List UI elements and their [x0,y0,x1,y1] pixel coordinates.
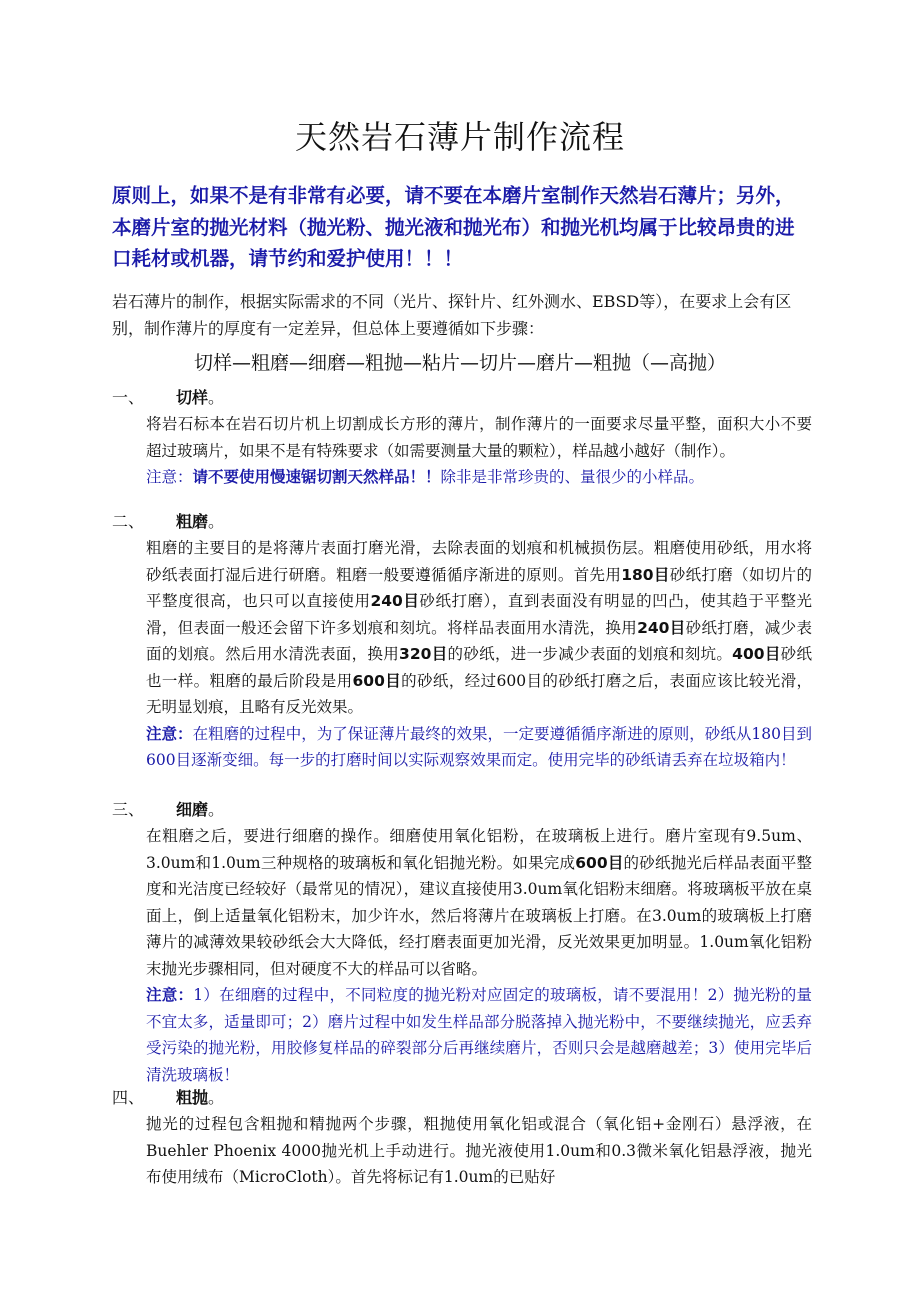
section-title-end: 。 [208,1088,225,1107]
note-label: 注意： [146,986,194,1004]
section-number: 三、 [112,800,145,819]
section-coarse-grinding [112,509,812,774]
grit-value: 240目 [370,592,420,610]
section-paragraph: 将岩石标本在岩石切片机上切割成长方形的薄片，制作薄片的一面要求尽量平整，面积大小不要超过玻璃片，如果不是有特殊要求（如需要测量大量的颗粒），样品越小越好（制作）。 [146,415,812,460]
section-paragraph: 抛光的过程包含粗抛和精抛两个步骤，粗抛使用氧化铝或混合（氧化铝+金刚石）悬浮液，在Buehler Phoenix 4000抛光机上手动进行。抛光液使用1.0um和0.3微米氧化铝悬浮液，抛光布使用绒布（MicroCloth）。首先将标记有1.0um的已贴好 [146,1115,812,1186]
text-run: 粗磨的主要目的是将薄片表面打磨光滑，去除表面的划痕和机械损伤层。粗磨使用砂纸，用水将砂纸表面打湿后进行研磨。粗磨一般要遵循循序渐进的原则。首先用 [146,539,812,584]
text-run: 的砂纸抛光后样品表面平整度和光洁度已经较好（最常见的情况），建议直接使用3.0um氧化铝粉末细磨。将玻璃板平放在桌面上，倒上适量氧化铝粉末，加少许水，然后将薄片在玻璃板上打磨。在3.0um的玻璃板上打磨薄片的减薄效果较砂纸会大大降低，经打磨表面更加光滑，反光效果更加明显。1.0um氧化铝粉末抛光步骤相同，但对硬度不大的样品可以省略。 [146,853,812,978]
section-title: 粗抛 [176,1088,209,1107]
section-cutting [112,385,812,491]
text-run: 砂纸打磨（如切片的平整度很高，也只可以直接使用 [146,565,812,610]
grit-value: 320目 [399,645,448,663]
section-note [146,464,812,491]
grit-value: 240目 [637,618,686,637]
section-note [146,721,812,774]
grit-value: 180目 [621,565,670,584]
text-run: 砂纸打磨，减少表面的划痕。然后用水清洗表面，换用 [146,618,812,663]
note-text: 在粗磨的过程中，为了保证薄片最终的效果，一定要遵循循序渐进的原则，砂纸从180目到600目逐渐变细。每一步的打磨时间以实际观察效果而定。使用完毕的砂纸请丢弃在垃圾箱内！ [146,724,812,769]
section-heading [112,509,812,535]
grit-value: 400目 [732,645,781,663]
section-title-end: 。 [208,388,225,407]
section-coarse-polishing [112,1085,812,1191]
text-run: 砂纸打磨），直到表面没有明显的凹凸，使其趋于平整光滑，但表面一般还会留下许多划痕和刻坑。将样品表面用水清洗，换用 [146,592,812,637]
section-number: 二、 [112,512,145,531]
section-title: 粗磨 [176,512,209,531]
process-flow: 切样—粗磨—细磨—粗抛—粘片—切片—磨片—粗抛（—高抛） [193,352,726,374]
section-note [146,982,812,1088]
note-emphasis: 请不要使用慢速锯切割天然样品！！ [192,468,441,486]
section-title-end: 。 [208,800,225,819]
section-paragraph [146,823,812,982]
note-text: 除非是非常珍贵的、量很少的小样品。 [440,468,705,486]
intro-paragraph: 岩石薄片的制作，根据实际需求的不同（光片、探针片、红外测水、EBSD等），在要求上会有区别，制作薄片的厚度有一定差异，但总体上要遵循如下步骤： [112,292,792,338]
section-title: 细磨 [176,800,209,819]
section-body [146,1111,812,1191]
section-heading [112,1085,812,1111]
note-label: 注意： [146,468,193,486]
grit-value: 600目 [352,671,402,690]
section-heading [112,797,812,823]
section-body [146,535,812,774]
text-run: 的砂纸，经过600目的砂纸打磨之后，表面应该比较光滑，无明显划痕，且略有反光效果。 [146,671,812,716]
section-paragraph [146,535,812,721]
section-number: 一、 [112,388,145,407]
section-fine-grinding [112,797,812,1088]
warning-notice: 原则上，如果不是有非常有必要，请不要在本磨片室制作天然岩石薄片；另外，本磨片室的抛光材料（抛光粉、抛光液和抛光布）和抛光机均属于比较昂贵的进口耗材或机器，请节约和爱护使用！！！ [112,184,795,270]
section-title-end: 。 [208,512,225,531]
text-run: 砂纸也一样。粗磨的最后阶段是用 [146,645,812,690]
section-body [146,823,812,1088]
section-number: 四、 [112,1088,145,1107]
text-run: 的砂纸，进一步减少表面的划痕和刻坑。 [447,645,733,663]
document-title: 天然岩石薄片制作流程 [294,118,625,156]
section-heading [112,385,812,411]
note-label: 注意： [146,724,193,743]
grit-value: 600目 [575,853,624,872]
section-title: 切样 [176,388,209,407]
section-body [146,411,812,491]
note-text: 1）在细磨的过程中，不同粒度的抛光粉对应固定的玻璃板，请不要混用！2）抛光粉的量不宜太多，适量即可；2）磨片过程中如发生样品部分脱落掉入抛光粉中，不要继续抛光，应丢弃受污染的抛光粉，用胶修复样品的碎裂部分后再继续磨片，否则只会是越磨越差；3）使用完毕后清洗玻璃板！ [146,986,812,1084]
text-run: 在粗磨之后，要进行细磨的操作。细磨使用氧化铝粉，在玻璃板上进行。磨片室现有9.5um、3.0um和1.0um三种规格的玻璃板和氧化铝抛光粉。如果完成 [146,827,812,872]
